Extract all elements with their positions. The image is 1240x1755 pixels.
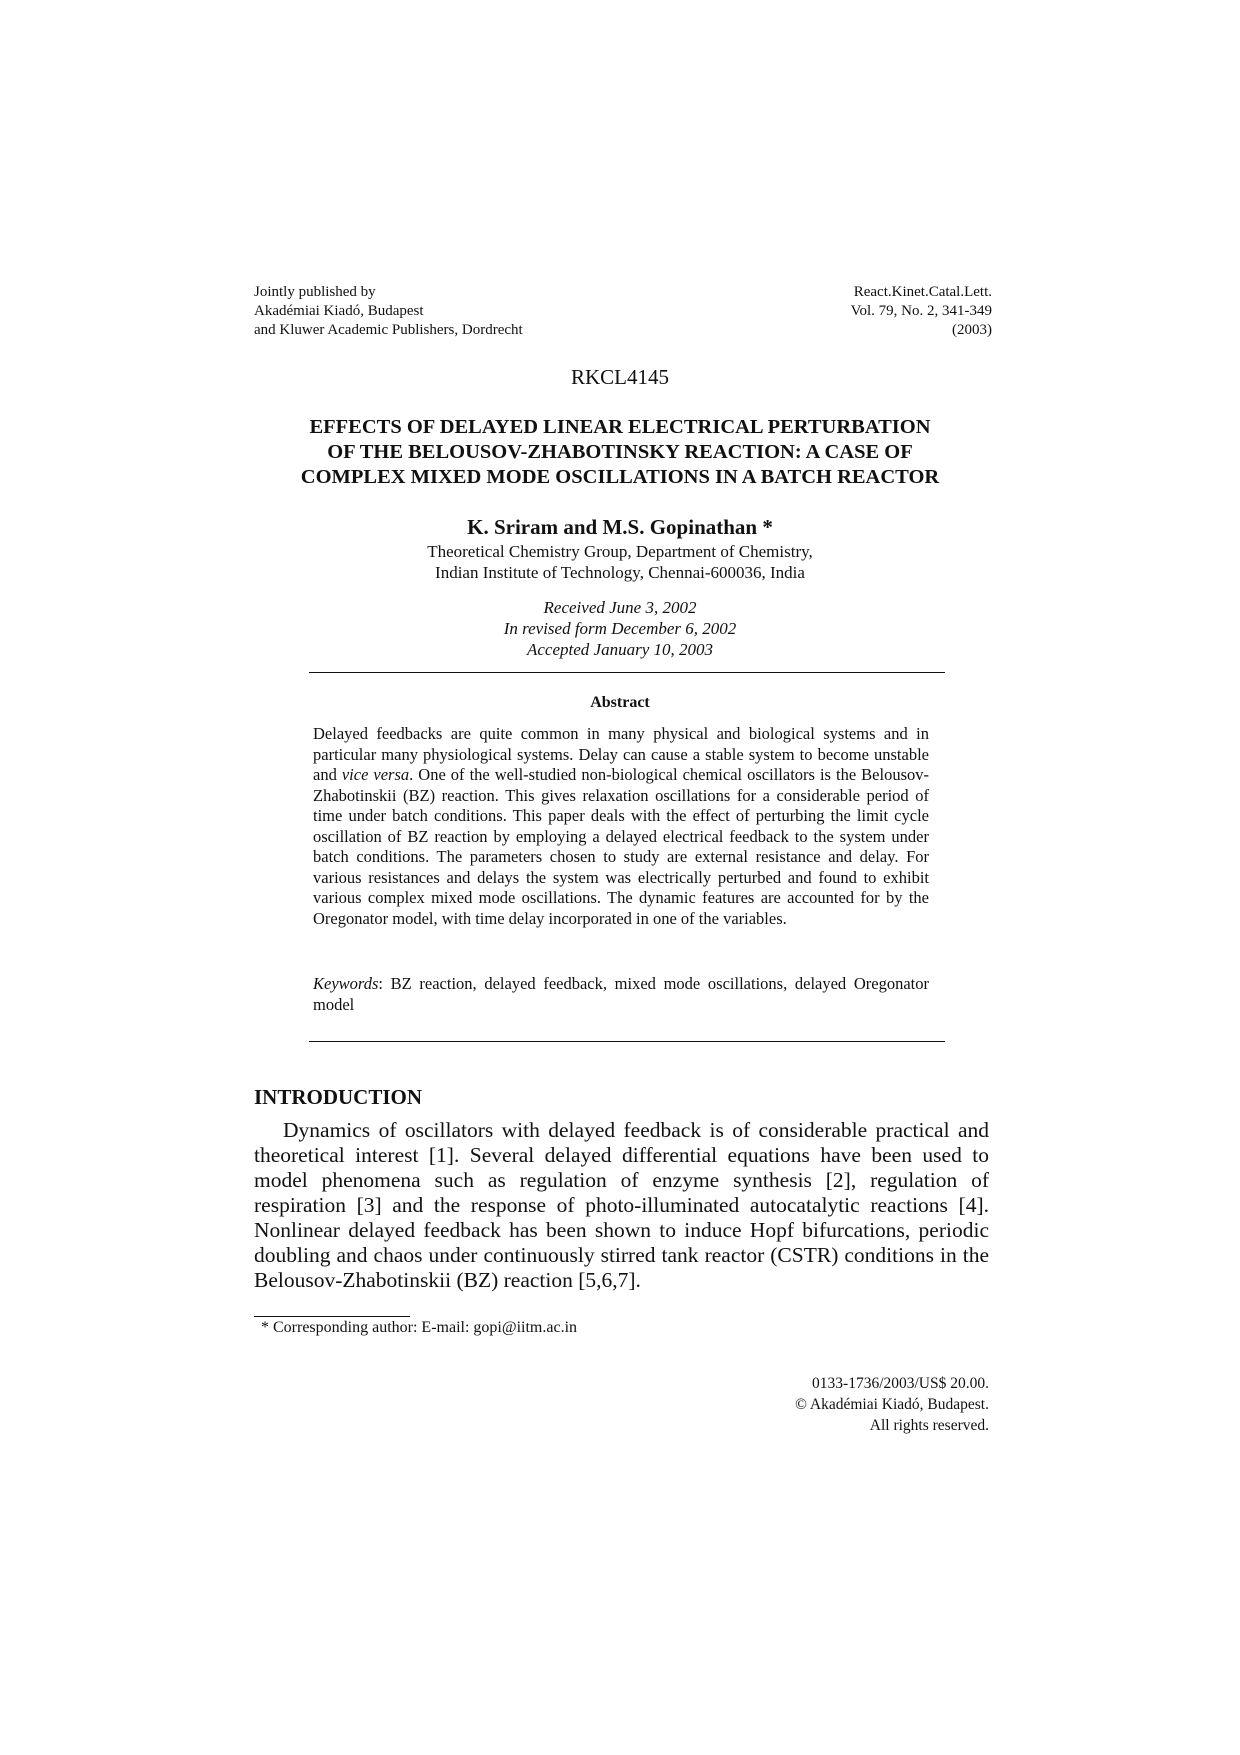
paper-title — [200, 415, 1040, 490]
keywords-text: : BZ reaction, delayed feedback, mixed mode oscillations, delayed Oregonator model — [313, 974, 929, 1014]
keywords-label: Keywords — [313, 974, 379, 993]
affiliation-line: Theoretical Chemistry Group, Department of Chemistry, — [427, 542, 813, 561]
section-heading-introduction: INTRODUCTION — [254, 1085, 423, 1109]
journal-citation — [851, 283, 992, 340]
affiliation — [0, 541, 1240, 583]
title-line: OF THE BELOUSOV-ZHABOTINSKY REACTION: A CASE OF — [327, 441, 913, 463]
copyright-line: All rights reserved. — [869, 1417, 989, 1434]
publisher-line: and Kluwer Academic Publishers, Dordrecht — [254, 322, 523, 338]
abstract-top-rule — [309, 672, 945, 673]
article-code: RKCL4145 — [570, 365, 669, 389]
authors: K. Sriram and M.S. Gopinathan * — [467, 515, 773, 539]
publisher-line: Akadémiai Kiadó, Budapest — [254, 303, 424, 319]
received-date: Received June 3, 2002 — [543, 598, 697, 617]
publisher-info — [254, 283, 523, 340]
submission-dates — [0, 597, 1240, 660]
copyright-notice — [795, 1373, 989, 1436]
footnote-rule — [254, 1316, 410, 1317]
publisher-line: Jointly published by — [254, 284, 376, 300]
abstract-italic-phrase: vice versa — [341, 765, 410, 784]
copyright-line: © Akadémiai Kiadó, Budapest. — [795, 1396, 989, 1413]
abstract-text-part: . One of the well-studied non-biological chemical oscillators is the Belousov-Zhabotinskii (BZ) reaction. This gives relaxation oscillations for a considerable period of time under batch conditions. This paper deals with the effect of perturbing the limit cycle oscillation of BZ reaction by employing a delayed electrical feedback to the system under batch conditions. The parameters chosen to study are external resistance and delay. For various resistances and delays the system was electrically perturbed and found to exhibit various complex mixed mode oscillations. The dynamic features are accounted for by the Oregonator model, with time delay incorporated in one of the variables. — [313, 765, 929, 928]
journal-line: Vol. 79, No. 2, 341-349 — [850, 303, 992, 319]
keywords — [313, 974, 929, 1015]
title-line: EFFECTS OF DELAYED LINEAR ELECTRICAL PERTURBATION — [309, 416, 931, 438]
abstract-body — [313, 724, 929, 929]
corresponding-author-footnote: * Corresponding author: E-mail: gopi@iitm.ac.in — [261, 1319, 578, 1336]
accepted-date: Accepted January 10, 2003 — [527, 640, 713, 659]
abstract-bottom-rule — [309, 1041, 945, 1042]
copyright-line: 0133-1736/2003/US$ 20.00. — [812, 1375, 989, 1392]
affiliation-line: Indian Institute of Technology, Chennai-600036, India — [435, 563, 805, 582]
abstract-heading: Abstract — [590, 694, 650, 711]
introduction-paragraph: Dynamics of oscillators with delayed feedback is of considerable practical and theoretical interest [1]. Several delayed differential equations have been used to model phenomena such as regulation of enzyme synthesis [2], regulation of respiration [3] and the response of photo-illuminated autocatalytic reactions [4]. Nonlinear delayed feedback has been shown to induce Hopf bifurcations, periodic doubling and chaos under continuously stirred tank reactor (CSTR) conditions in the Belousov-Zhabotinskii (BZ) reaction [5,6,7]. — [254, 1118, 989, 1292]
journal-line: (2003) — [952, 322, 992, 338]
revised-date: In revised form December 6, 2002 — [503, 619, 737, 638]
abstract-text-part: Delayed feedbacks are quite common in many physical and biological systems and in particular many physiological systems. Delay can cause a stable system to become unstable and — [313, 724, 929, 784]
title-line: COMPLEX MIXED MODE OSCILLATIONS IN A BATCH REACTOR — [300, 466, 940, 488]
journal-line: React.Kinet.Catal.Lett. — [853, 284, 992, 300]
